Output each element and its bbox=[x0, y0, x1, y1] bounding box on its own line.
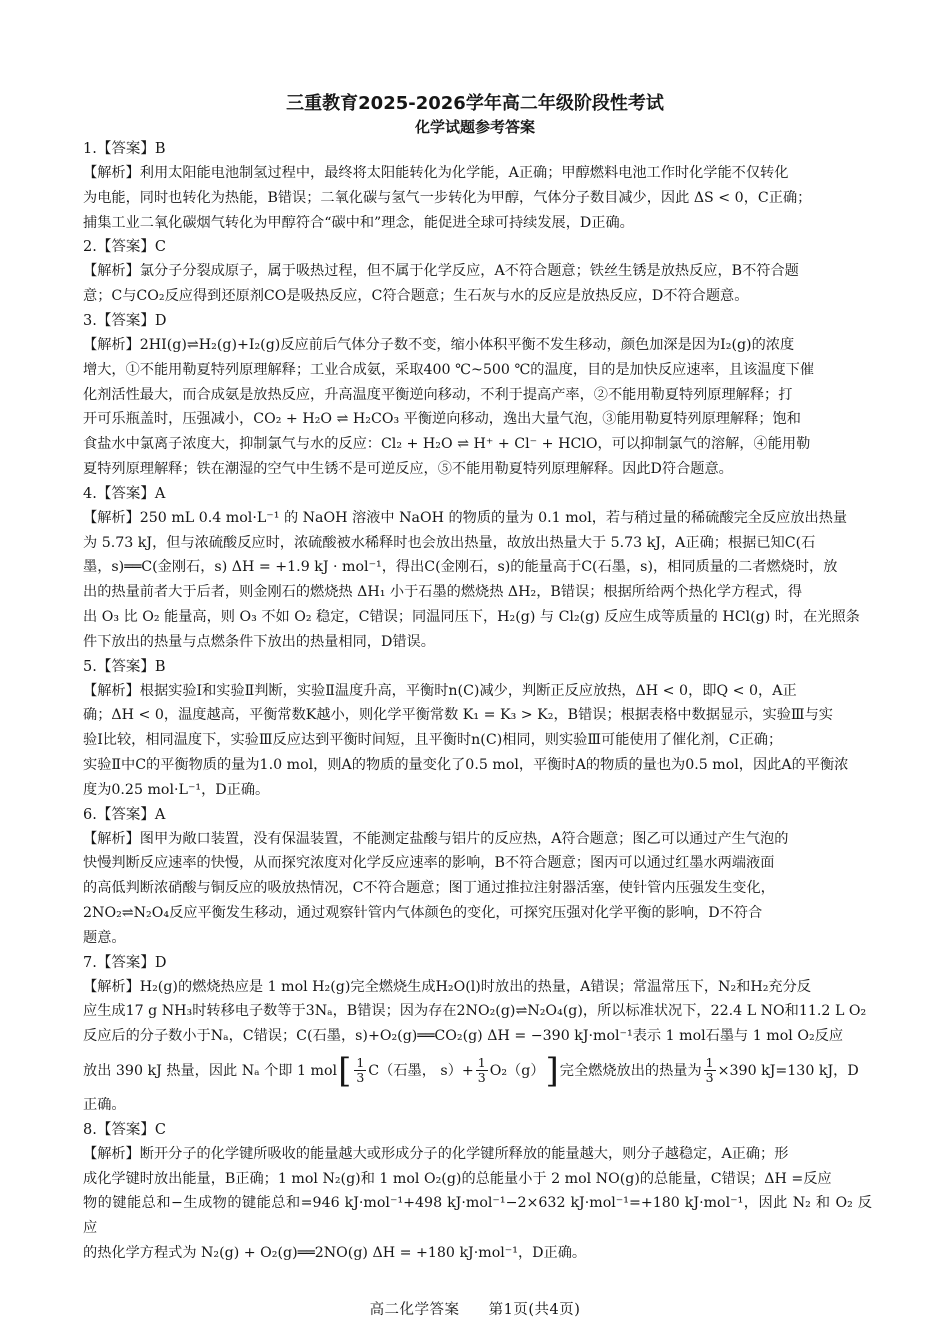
formula-oxygen: O₂（g） bbox=[489, 1062, 545, 1079]
explanation-line: 物的键能总和−生成物的键能总和=946 kJ·mol⁻¹+498 kJ·mol⁻¹−2×632 kJ·mol⁻¹=+180 kJ·mol⁻¹，因此 N₂ 和 O₂ 反应 bbox=[83, 1195, 872, 1237]
answer-item-3 bbox=[83, 309, 872, 482]
explanation-line: 【解析】图甲为敞口装置，没有保温装置，不能测定盐酸与铝片的反应热，A符合题意；图乙可以通过产生气泡的 bbox=[83, 830, 789, 847]
explanation bbox=[83, 333, 872, 482]
explanation-line: 确；ΔH < 0，温度越高，平衡常数K越小，则化学平衡常数 K₁ = K₃ > K₂，B错误；根据表格中数据显示，实验Ⅲ与实 bbox=[83, 707, 833, 724]
explanation-line: 验Ⅰ比较，相同温度下，实验Ⅲ反应达到平衡时间短，且平衡时n(C)相同，则实验Ⅲ可能使用了催化剂，C正确； bbox=[83, 732, 783, 749]
explanation-line: 【解析】断开分子的化学键所吸收的能量越大或形成分子的化学键所释放的能量越大，则分子越稳定，A正确；形 bbox=[83, 1145, 789, 1162]
answer-item-5 bbox=[83, 655, 872, 803]
explanation bbox=[83, 161, 872, 235]
explanation-line: 【解析】250 mL 0.4 mol·L⁻¹ 的 NaOH 溶液中 NaOH 的物质的量为 0.1 mol，若与稍过量的稀硫酸完全反应放出热量 bbox=[83, 509, 848, 526]
answer-label: 6.【答案】A bbox=[83, 806, 166, 823]
fraction-numerator: 1 bbox=[477, 1055, 486, 1071]
answer-item-8 bbox=[83, 1118, 872, 1266]
explanation bbox=[83, 827, 872, 951]
explanation-line: 题意。 bbox=[83, 929, 126, 946]
explanation bbox=[83, 259, 872, 309]
footer-page-number: 第1页(共4页) bbox=[488, 1302, 581, 1318]
answer-label: 8.【答案】C bbox=[83, 1121, 166, 1138]
explanation-line: 件下放出的热量与点燃条件下放出的热量相同，D错误。 bbox=[83, 633, 435, 650]
explanation-line: 【解析】2HI(g)⇌H₂(g)+I₂(g)反应前后气体分子数不变，缩小体积平衡不发生移动，颜色加深是因为I₂(g)的浓度 bbox=[83, 336, 795, 353]
answer-item-2 bbox=[83, 235, 872, 309]
answer-item-7 bbox=[83, 951, 872, 1118]
explanation-line: 【解析】根据实验Ⅰ和实验Ⅱ判断，实验Ⅱ温度升高，平衡时n(C)减少，判断正反应放热，ΔH < 0，即Q < 0，A正 bbox=[83, 682, 797, 699]
explanation-line: 墨，s)══C(金刚石，s) ΔH = +1.9 kJ · mol⁻¹，得出C(金刚石，s)的能量高于C(石墨，s)，相同质量的二者燃烧时，放 bbox=[83, 559, 838, 576]
formula-line bbox=[83, 1049, 872, 1093]
explanation-line: 快慢判断反应速率的快慢，从而探究浓度对化学反应速率的影响，B不符合题意；图丙可以通过红墨水两端液面 bbox=[83, 855, 775, 872]
explanation-line: 【解析】利用太阳能电池制氢过程中，最终将太阳能转化为化学能，A正确；甲醇燃料电池工作时化学能不仅转化 bbox=[83, 165, 789, 181]
answer-label: 1.【答案】B bbox=[83, 141, 166, 157]
answer-label: 4.【答案】A bbox=[83, 485, 166, 502]
explanation-line: 意；C与CO₂反应得到还原剂CO是吸热反应，C符合题意；生石灰与水的反应是放热反应，D不符合题意。 bbox=[83, 288, 749, 305]
explanation-line: 食盐水中氯离子浓度大，抑制氯气与水的反应：Cl₂ + H₂O ⇌ H⁺ + Cl⁻ + HClO，可以抑制氯气的溶解，④能用勒 bbox=[83, 436, 811, 453]
formula-pre: 放出 390 kJ 热量，因此 Nₐ 个即 1 mol bbox=[83, 1062, 338, 1079]
answer-label: 2.【答案】C bbox=[83, 239, 166, 256]
fraction bbox=[476, 1056, 488, 1085]
explanation-line: 出的热量前者大于后者，则金刚石的燃烧热 ΔH₁ 小于石墨的燃烧热 ΔH₂，B错误；根据所给两个热化学方程式，得 bbox=[83, 584, 803, 601]
explanation bbox=[83, 679, 872, 803]
fraction-denominator: 3 bbox=[705, 1070, 714, 1086]
explanation-line: 夏特列原理解释；铁在潮湿的空气中生锈不是可逆反应，⑤不能用勒夏特列原理解释。因此D符合题意。 bbox=[83, 460, 733, 477]
right-bracket: ] bbox=[545, 1050, 559, 1091]
explanation bbox=[83, 975, 872, 1118]
fraction-numerator: 1 bbox=[705, 1055, 714, 1071]
answer-item-1 bbox=[83, 137, 872, 235]
explanation-line: 为 5.73 kJ，但与浓硫酸反应时，浓硫酸被水稀释时也会放出热量，故放出热量大于 5.73 kJ，A正确；根据已知C(石 bbox=[83, 534, 816, 551]
explanation-line: 的高低判断浓硝酸与铜反应的吸放热情况，C不符合题意；图丁通过推拉注射器活塞，使针管内压强发生变化， bbox=[83, 880, 775, 897]
explanation-line: 反应后的分子数小于Nₐ，C错误；C(石墨，s)+O₂(g)══CO₂(g) ΔH = −390 kJ·mol⁻¹表示 1 mol石墨与 1 mol O₂反应 bbox=[83, 1028, 844, 1045]
explanation-line: 开可乐瓶盖时，压强减小，CO₂ + H₂O ⇌ H₂CO₃ 平衡逆向移动，逸出大量气泡，③能用勒夏特列原理解释；饱和 bbox=[83, 411, 801, 428]
answer-label: 7.【答案】D bbox=[83, 954, 167, 971]
fraction bbox=[354, 1056, 366, 1085]
explanation-line: 2NO₂⇌N₂O₄反应平衡发生移动，通过观察针管内气体颜色的变化，可探究压强对化学平衡的影响，D不符合 bbox=[83, 904, 763, 921]
explanation-line: 应生成17 g NH₃时转移电子数等于3Nₐ，B错误；因为存在2NO₂(g)⇌N₂O₄(g)，所以标准状况下，22.4 L NO和11.2 L O₂ bbox=[83, 1003, 867, 1020]
explanation-line: 实验Ⅱ中C的平衡物质的量为1.0 mol，则A的物质的量变化了0.5 mol，平衡时A的物质的量也为0.5 mol，因此A的平衡浓 bbox=[83, 756, 849, 773]
fraction-numerator: 1 bbox=[356, 1055, 365, 1071]
left-bracket: [ bbox=[338, 1050, 352, 1091]
explanation-line: 为电能，同时也转化为热能，B错误；二氧化碳与氢气一步转化为甲醇，气体分子数目减少，因此 ΔS < 0，C正确； bbox=[83, 189, 812, 206]
explanation-line: 度为0.25 mol·L⁻¹，D正确。 bbox=[83, 781, 270, 798]
explanation-line: 【解析】H₂(g)的燃烧热应是 1 mol H₂(g)完全燃烧生成H₂O(l)时放出的热量，A错误；常温常压下，N₂和H₂充分反 bbox=[83, 978, 811, 995]
answer-label: 3.【答案】D bbox=[83, 312, 167, 329]
explanation-line: 增大，①不能用勒夏特列原理解释；工业合成氨，采取400 ℃~500 ℃的温度，目的是加快反应速率，且该温度下催 bbox=[83, 361, 815, 378]
explanation bbox=[83, 1142, 872, 1266]
explanation-line: 正确。 bbox=[83, 1096, 126, 1113]
formula-graphite: C（石墨， s）+ bbox=[368, 1062, 474, 1079]
explanation-line: 出 O₃ 比 O₂ 能量高，则 O₃ 不如 O₂ 稳定，C错误；同温同压下，H₂(g) 与 Cl₂(g) 反应生成等质量的 HCl(g) 时，在光照条 bbox=[83, 608, 860, 625]
explanation-line: 化剂活性最大，而合成氨是放热反应，升高温度平衡逆向移动，不利于提高产率，②不能用勒夏特列原理解释；打 bbox=[83, 386, 793, 403]
formula-tail: ×390 kJ=130 kJ，D bbox=[717, 1062, 859, 1079]
explanation bbox=[83, 506, 872, 655]
answer-item-4 bbox=[83, 482, 872, 655]
fraction bbox=[704, 1056, 716, 1085]
formula-post: 完全燃烧放出的热量为 bbox=[559, 1062, 702, 1079]
answer-item-6 bbox=[83, 803, 872, 951]
explanation-line: 的热化学方程式为 N₂(g) + O₂(g)══2NO(g) ΔH = +180 kJ·mol⁻¹，D正确。 bbox=[83, 1244, 587, 1261]
answer-label: 5.【答案】B bbox=[83, 658, 166, 675]
explanation-line: 【解析】氯分子分裂成原子，属于吸热过程，但不属于化学反应，A不符合题意；铁丝生锈是放热反应，B不符合题 bbox=[83, 263, 799, 280]
explanation-line: 捕集工业二氧化碳烟气转化为甲醇符合“碳中和”理念，能促进全球可持续发展，D正确。 bbox=[83, 214, 634, 231]
explanation-line: 成化学键时放出能量，B正确；1 mol N₂(g)和 1 mol O₂(g)的总能量小于 2 mol NO(g)的总能量，C错误；ΔH =反应 bbox=[83, 1170, 832, 1187]
page-subtitle: 化学试题参考答案 bbox=[414, 118, 535, 136]
footer-subject: 高二化学答案 bbox=[369, 1302, 460, 1318]
fraction-denominator: 3 bbox=[477, 1070, 486, 1086]
answers-content bbox=[83, 137, 872, 1266]
fraction-denominator: 3 bbox=[356, 1070, 365, 1086]
page-footer bbox=[0, 1298, 950, 1319]
page-title: 三重教育2025-2026学年高二年级阶段性考试 bbox=[286, 93, 664, 114]
